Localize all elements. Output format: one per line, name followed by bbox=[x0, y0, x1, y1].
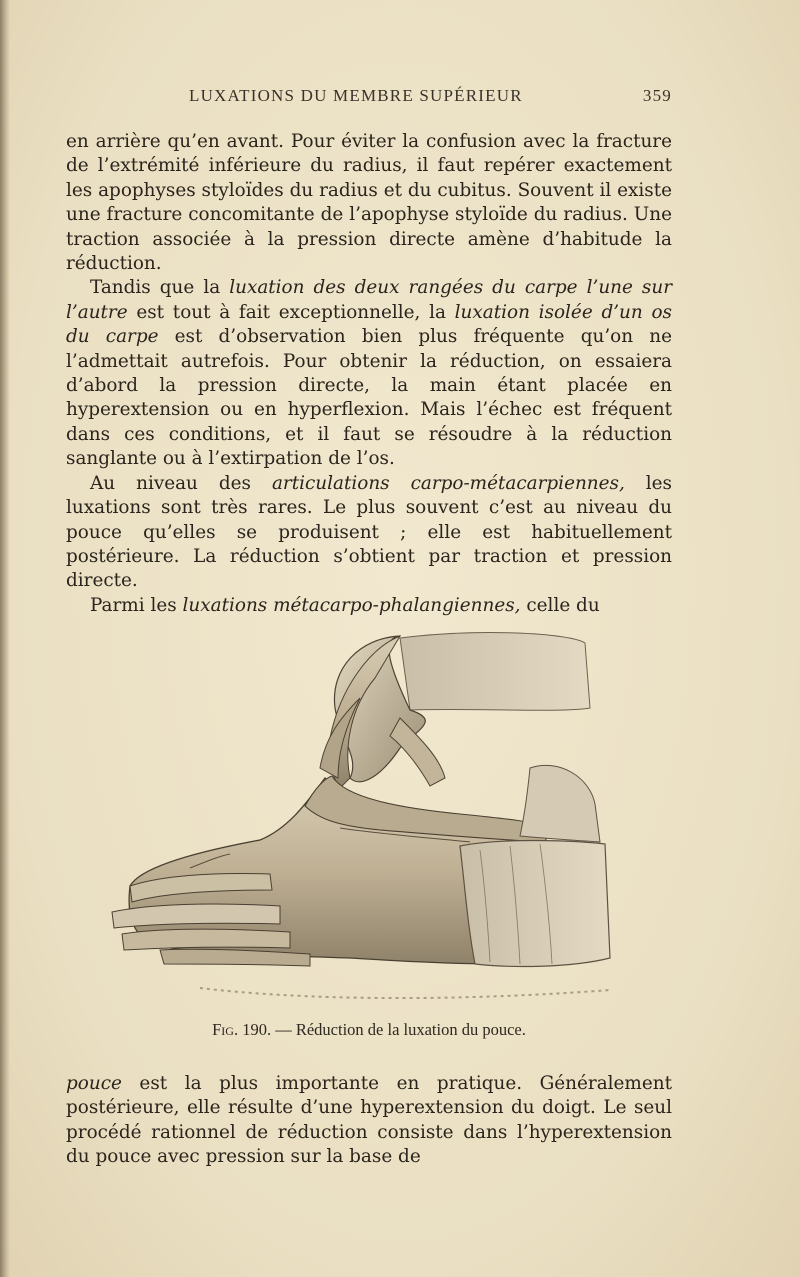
italic-term: luxation isolée d’un os du carpe bbox=[66, 301, 672, 348]
text-run: est d’observation bien plus fréquente qu’on ne l’admettait autrefois. Pour obtenir la réduction, on essaiera d’abord la pression directe, la main étant placée en hyperextension ou en hyperflexion. Mais l’échec est fréquent dans ces conditions, et il faut se résoudre à la réduction sanglante ou à l’extirpation de l’os. bbox=[66, 326, 672, 470]
paragraph bbox=[66, 276, 672, 471]
header-title: LUXATIONS DU MEMBRE SUPÉRIEUR bbox=[189, 86, 523, 105]
text-run: celle du bbox=[520, 594, 600, 616]
text-run: est tout à fait exceptionnelle, la bbox=[127, 301, 455, 323]
page-number: 359 bbox=[642, 86, 672, 105]
paragraph: en arrière qu’en avant. Pour éviter la confusion avec la fracture de l’extrémité inférieure du radius, il faut repérer exactement les apophyses styloïdes du radius et du cubitus. Souvent il existe une fracture concomitante de l’apophyse styloïde du radius. Une traction associée à la pression directe amène d’habitude la réduction. bbox=[66, 131, 672, 275]
body-text-top bbox=[66, 130, 672, 618]
figure-label: Fig. 190. bbox=[212, 1020, 272, 1039]
text-run: Au niveau des bbox=[90, 472, 272, 494]
italic-term: luxations métacarpo-phalangiennes, bbox=[182, 594, 521, 616]
paragraph bbox=[66, 1072, 672, 1170]
text-run: Parmi les bbox=[90, 594, 183, 616]
paragraph bbox=[66, 594, 672, 618]
caption-text: — Réduction de la luxation du pouce. bbox=[271, 1020, 526, 1039]
text-run: les luxations sont très rares. Le plus souvent c’est au niveau du pouce qu’elles se produisent ; elle est habituellement postérieure. La réduction s’obtient par traction et pression directe. bbox=[66, 472, 672, 592]
text-run: Tandis que la bbox=[90, 277, 230, 299]
italic-term: pouce bbox=[66, 1073, 122, 1094]
paragraph bbox=[66, 472, 672, 594]
italic-term: luxation des deux rangées du carpe l’une sur l’autre bbox=[66, 277, 673, 323]
page-spine-shadow bbox=[0, 0, 10, 1277]
hand-illustration-icon bbox=[100, 628, 620, 1006]
figure-caption bbox=[66, 1020, 672, 1040]
italic-term: articulations carpo-métacarpiennes, bbox=[271, 472, 625, 494]
running-header bbox=[66, 86, 672, 112]
text-run: est la plus importante en pratique. Généralement postérieure, elle résulte d’une hyperextension du doigt. Le seul procédé rationnel de réduction consiste dans l’hyperextension du pouce avec pression sur la base de bbox=[66, 1073, 672, 1168]
body-text-bottom bbox=[66, 1072, 672, 1170]
